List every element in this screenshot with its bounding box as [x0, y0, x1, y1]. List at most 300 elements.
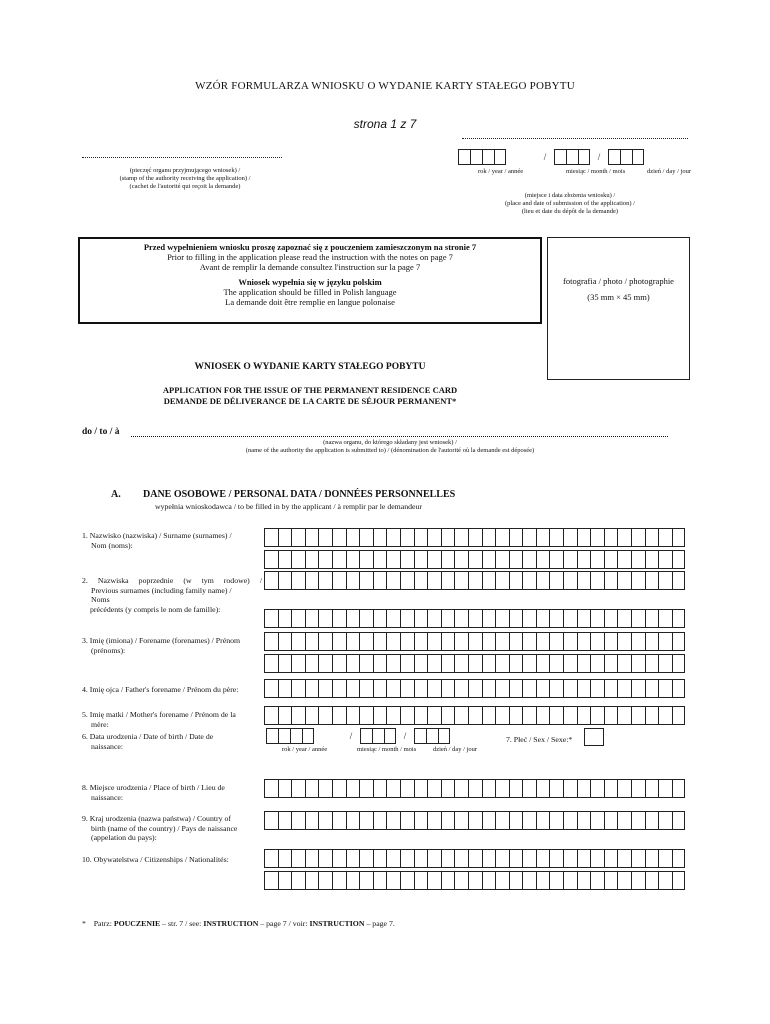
char-box[interactable]	[414, 571, 428, 590]
country-of-birth-row[interactable]	[264, 811, 685, 830]
char-box[interactable]	[373, 571, 387, 590]
char-box[interactable]	[563, 779, 577, 798]
char-box[interactable]	[373, 654, 387, 673]
char-box[interactable]	[577, 811, 591, 830]
char-box[interactable]	[658, 849, 672, 868]
char-box[interactable]	[373, 679, 387, 698]
char-box[interactable]	[658, 571, 672, 590]
char-box[interactable]	[386, 550, 400, 569]
char-box[interactable]	[414, 811, 428, 830]
char-box[interactable]	[522, 779, 536, 798]
char-box[interactable]	[672, 528, 686, 547]
char-box[interactable]	[577, 849, 591, 868]
char-box[interactable]	[482, 811, 496, 830]
char-box[interactable]	[645, 550, 659, 569]
char-box[interactable]	[645, 609, 659, 628]
char-box[interactable]	[549, 609, 563, 628]
char-box[interactable]	[346, 811, 360, 830]
char-box[interactable]	[414, 706, 428, 725]
birth-year-box[interactable]	[302, 728, 314, 744]
forename-row-1[interactable]	[264, 632, 685, 651]
char-box[interactable]	[414, 632, 428, 651]
char-box[interactable]	[400, 706, 414, 725]
char-box[interactable]	[291, 871, 305, 890]
char-box[interactable]	[305, 871, 319, 890]
char-box[interactable]	[482, 871, 496, 890]
char-box[interactable]	[454, 871, 468, 890]
birth-month-box[interactable]	[384, 728, 396, 744]
char-box[interactable]	[278, 654, 292, 673]
char-box[interactable]	[305, 609, 319, 628]
char-box[interactable]	[536, 779, 550, 798]
char-box[interactable]	[386, 609, 400, 628]
char-box[interactable]	[305, 849, 319, 868]
char-box[interactable]	[645, 632, 659, 651]
char-box[interactable]	[373, 632, 387, 651]
char-box[interactable]	[658, 706, 672, 725]
char-box[interactable]	[590, 679, 604, 698]
place-of-birth-row[interactable]	[264, 779, 685, 798]
char-box[interactable]	[454, 632, 468, 651]
char-box[interactable]	[617, 706, 631, 725]
char-box[interactable]	[427, 871, 441, 890]
char-box[interactable]	[332, 528, 346, 547]
char-box[interactable]	[617, 849, 631, 868]
char-box[interactable]	[441, 706, 455, 725]
month-box[interactable]	[554, 149, 566, 165]
char-box[interactable]	[645, 571, 659, 590]
char-box[interactable]	[346, 779, 360, 798]
char-box[interactable]	[332, 550, 346, 569]
char-box[interactable]	[441, 632, 455, 651]
char-box[interactable]	[454, 528, 468, 547]
char-box[interactable]	[590, 632, 604, 651]
char-box[interactable]	[400, 550, 414, 569]
char-box[interactable]	[400, 571, 414, 590]
char-box[interactable]	[291, 679, 305, 698]
mother-forename-row[interactable]	[264, 706, 685, 725]
char-box[interactable]	[577, 632, 591, 651]
char-box[interactable]	[305, 571, 319, 590]
char-box[interactable]	[631, 679, 645, 698]
char-box[interactable]	[386, 779, 400, 798]
char-box[interactable]	[536, 632, 550, 651]
char-box[interactable]	[318, 849, 332, 868]
char-box[interactable]	[441, 811, 455, 830]
char-box[interactable]	[318, 654, 332, 673]
char-box[interactable]	[495, 871, 509, 890]
char-box[interactable]	[468, 528, 482, 547]
char-box[interactable]	[563, 679, 577, 698]
char-box[interactable]	[373, 811, 387, 830]
char-box[interactable]	[373, 550, 387, 569]
char-box[interactable]	[359, 679, 373, 698]
char-box[interactable]	[522, 679, 536, 698]
char-box[interactable]	[549, 550, 563, 569]
char-box[interactable]	[509, 706, 523, 725]
char-box[interactable]	[441, 550, 455, 569]
char-box[interactable]	[604, 679, 618, 698]
char-box[interactable]	[645, 654, 659, 673]
char-box[interactable]	[645, 706, 659, 725]
char-box[interactable]	[604, 654, 618, 673]
birth-year-box[interactable]	[266, 728, 278, 744]
char-box[interactable]	[373, 609, 387, 628]
char-box[interactable]	[346, 679, 360, 698]
year-box[interactable]	[494, 149, 506, 165]
char-box[interactable]	[590, 779, 604, 798]
char-box[interactable]	[278, 571, 292, 590]
char-box[interactable]	[332, 609, 346, 628]
char-box[interactable]	[427, 632, 441, 651]
char-box[interactable]	[264, 571, 278, 590]
char-box[interactable]	[604, 609, 618, 628]
char-box[interactable]	[305, 779, 319, 798]
char-box[interactable]	[631, 779, 645, 798]
char-box[interactable]	[359, 811, 373, 830]
char-box[interactable]	[536, 571, 550, 590]
char-box[interactable]	[617, 571, 631, 590]
char-box[interactable]	[441, 849, 455, 868]
char-box[interactable]	[468, 550, 482, 569]
char-box[interactable]	[509, 849, 523, 868]
char-box[interactable]	[495, 550, 509, 569]
char-box[interactable]	[318, 679, 332, 698]
char-box[interactable]	[658, 679, 672, 698]
char-box[interactable]	[278, 550, 292, 569]
char-box[interactable]	[549, 654, 563, 673]
char-box[interactable]	[645, 779, 659, 798]
char-box[interactable]	[495, 528, 509, 547]
char-box[interactable]	[549, 706, 563, 725]
citizenships-row-1[interactable]	[264, 849, 685, 868]
char-box[interactable]	[454, 706, 468, 725]
char-box[interactable]	[454, 550, 468, 569]
char-box[interactable]	[305, 811, 319, 830]
char-box[interactable]	[386, 706, 400, 725]
char-box[interactable]	[509, 528, 523, 547]
char-box[interactable]	[631, 550, 645, 569]
char-box[interactable]	[359, 571, 373, 590]
char-box[interactable]	[509, 779, 523, 798]
char-box[interactable]	[386, 811, 400, 830]
char-box[interactable]	[672, 811, 686, 830]
char-box[interactable]	[373, 706, 387, 725]
char-box[interactable]	[468, 706, 482, 725]
char-box[interactable]	[264, 679, 278, 698]
char-box[interactable]	[264, 849, 278, 868]
char-box[interactable]	[604, 811, 618, 830]
birth-month-box[interactable]	[360, 728, 372, 744]
char-box[interactable]	[617, 654, 631, 673]
char-box[interactable]	[414, 550, 428, 569]
char-box[interactable]	[536, 871, 550, 890]
char-box[interactable]	[631, 871, 645, 890]
char-box[interactable]	[278, 811, 292, 830]
char-box[interactable]	[454, 679, 468, 698]
char-box[interactable]	[645, 811, 659, 830]
char-box[interactable]	[482, 779, 496, 798]
day-box[interactable]	[620, 149, 632, 165]
char-box[interactable]	[617, 779, 631, 798]
previous-surnames-row-2[interactable]	[264, 609, 685, 628]
surname-row-2[interactable]	[264, 550, 685, 569]
char-box[interactable]	[332, 571, 346, 590]
char-box[interactable]	[373, 849, 387, 868]
char-box[interactable]	[577, 528, 591, 547]
char-box[interactable]	[522, 571, 536, 590]
char-box[interactable]	[441, 571, 455, 590]
birth-month-box[interactable]	[372, 728, 384, 744]
char-box[interactable]	[318, 528, 332, 547]
char-box[interactable]	[658, 609, 672, 628]
char-box[interactable]	[468, 849, 482, 868]
char-box[interactable]	[563, 654, 577, 673]
char-box[interactable]	[332, 871, 346, 890]
char-box[interactable]	[264, 779, 278, 798]
previous-surnames-row-1[interactable]	[264, 571, 685, 590]
char-box[interactable]	[509, 632, 523, 651]
char-box[interactable]	[346, 550, 360, 569]
char-box[interactable]	[386, 528, 400, 547]
char-box[interactable]	[672, 871, 686, 890]
char-box[interactable]	[414, 679, 428, 698]
char-box[interactable]	[454, 571, 468, 590]
char-box[interactable]	[427, 571, 441, 590]
char-box[interactable]	[400, 811, 414, 830]
char-box[interactable]	[291, 849, 305, 868]
char-box[interactable]	[400, 871, 414, 890]
char-box[interactable]	[482, 849, 496, 868]
char-box[interactable]	[563, 706, 577, 725]
char-box[interactable]	[305, 550, 319, 569]
authority-name-field[interactable]	[131, 436, 668, 437]
char-box[interactable]	[631, 706, 645, 725]
char-box[interactable]	[590, 609, 604, 628]
char-box[interactable]	[645, 679, 659, 698]
char-box[interactable]	[631, 528, 645, 547]
char-box[interactable]	[400, 679, 414, 698]
char-box[interactable]	[468, 609, 482, 628]
char-box[interactable]	[291, 632, 305, 651]
char-box[interactable]	[672, 550, 686, 569]
char-box[interactable]	[549, 811, 563, 830]
char-box[interactable]	[495, 849, 509, 868]
birth-day-box[interactable]	[414, 728, 426, 744]
char-box[interactable]	[346, 654, 360, 673]
char-box[interactable]	[264, 871, 278, 890]
char-box[interactable]	[346, 632, 360, 651]
char-box[interactable]	[386, 871, 400, 890]
char-box[interactable]	[482, 528, 496, 547]
birth-year-box[interactable]	[290, 728, 302, 744]
char-box[interactable]	[563, 849, 577, 868]
char-box[interactable]	[332, 654, 346, 673]
char-box[interactable]	[617, 871, 631, 890]
char-box[interactable]	[563, 550, 577, 569]
year-box[interactable]	[458, 149, 470, 165]
char-box[interactable]	[454, 609, 468, 628]
char-box[interactable]	[590, 550, 604, 569]
char-box[interactable]	[590, 811, 604, 830]
char-box[interactable]	[291, 811, 305, 830]
char-box[interactable]	[427, 550, 441, 569]
char-box[interactable]	[400, 609, 414, 628]
char-box[interactable]	[278, 779, 292, 798]
char-box[interactable]	[577, 871, 591, 890]
submission-date-grid[interactable]	[458, 149, 644, 165]
char-box[interactable]	[359, 550, 373, 569]
father-forename-row[interactable]	[264, 679, 685, 698]
char-box[interactable]	[454, 779, 468, 798]
char-box[interactable]	[359, 654, 373, 673]
char-box[interactable]	[305, 679, 319, 698]
char-box[interactable]	[509, 811, 523, 830]
char-box[interactable]	[386, 571, 400, 590]
char-box[interactable]	[536, 609, 550, 628]
char-box[interactable]	[617, 632, 631, 651]
char-box[interactable]	[522, 632, 536, 651]
char-box[interactable]	[291, 706, 305, 725]
char-box[interactable]	[549, 849, 563, 868]
char-box[interactable]	[672, 706, 686, 725]
char-box[interactable]	[264, 706, 278, 725]
char-box[interactable]	[604, 550, 618, 569]
forename-row-2[interactable]	[264, 654, 685, 673]
day-box[interactable]	[608, 149, 620, 165]
char-box[interactable]	[318, 779, 332, 798]
char-box[interactable]	[522, 849, 536, 868]
char-box[interactable]	[441, 654, 455, 673]
char-box[interactable]	[617, 609, 631, 628]
char-box[interactable]	[427, 849, 441, 868]
char-box[interactable]	[509, 550, 523, 569]
char-box[interactable]	[617, 550, 631, 569]
char-box[interactable]	[441, 528, 455, 547]
char-box[interactable]	[482, 550, 496, 569]
char-box[interactable]	[563, 871, 577, 890]
char-box[interactable]	[264, 632, 278, 651]
char-box[interactable]	[604, 849, 618, 868]
char-box[interactable]	[359, 528, 373, 547]
char-box[interactable]	[441, 871, 455, 890]
char-box[interactable]	[318, 811, 332, 830]
char-box[interactable]	[427, 528, 441, 547]
char-box[interactable]	[536, 706, 550, 725]
birth-day-box[interactable]	[426, 728, 438, 744]
char-box[interactable]	[264, 528, 278, 547]
char-box[interactable]	[536, 679, 550, 698]
char-box[interactable]	[590, 849, 604, 868]
char-box[interactable]	[604, 632, 618, 651]
char-box[interactable]	[549, 632, 563, 651]
day-box[interactable]	[632, 149, 644, 165]
char-box[interactable]	[631, 654, 645, 673]
char-box[interactable]	[495, 811, 509, 830]
char-box[interactable]	[305, 706, 319, 725]
year-box[interactable]	[470, 149, 482, 165]
char-box[interactable]	[318, 632, 332, 651]
char-box[interactable]	[386, 679, 400, 698]
char-box[interactable]	[658, 779, 672, 798]
char-box[interactable]	[400, 632, 414, 651]
char-box[interactable]	[468, 571, 482, 590]
char-box[interactable]	[563, 632, 577, 651]
char-box[interactable]	[305, 528, 319, 547]
char-box[interactable]	[386, 654, 400, 673]
char-box[interactable]	[278, 609, 292, 628]
char-box[interactable]	[427, 679, 441, 698]
char-box[interactable]	[631, 609, 645, 628]
char-box[interactable]	[482, 706, 496, 725]
char-box[interactable]	[495, 679, 509, 698]
char-box[interactable]	[332, 706, 346, 725]
char-box[interactable]	[278, 632, 292, 651]
char-box[interactable]	[278, 849, 292, 868]
char-box[interactable]	[400, 528, 414, 547]
char-box[interactable]	[468, 871, 482, 890]
char-box[interactable]	[672, 679, 686, 698]
char-box[interactable]	[346, 706, 360, 725]
char-box[interactable]	[631, 632, 645, 651]
char-box[interactable]	[672, 779, 686, 798]
char-box[interactable]	[427, 609, 441, 628]
char-box[interactable]	[414, 871, 428, 890]
char-box[interactable]	[414, 654, 428, 673]
char-box[interactable]	[536, 654, 550, 673]
char-box[interactable]	[549, 779, 563, 798]
char-box[interactable]	[441, 609, 455, 628]
char-box[interactable]	[468, 632, 482, 651]
char-box[interactable]	[645, 528, 659, 547]
char-box[interactable]	[278, 679, 292, 698]
char-box[interactable]	[264, 811, 278, 830]
char-box[interactable]	[346, 871, 360, 890]
char-box[interactable]	[631, 849, 645, 868]
char-box[interactable]	[427, 654, 441, 673]
char-box[interactable]	[414, 779, 428, 798]
char-box[interactable]	[264, 550, 278, 569]
char-box[interactable]	[549, 679, 563, 698]
char-box[interactable]	[332, 849, 346, 868]
char-box[interactable]	[604, 871, 618, 890]
char-box[interactable]	[482, 609, 496, 628]
char-box[interactable]	[590, 871, 604, 890]
char-box[interactable]	[509, 571, 523, 590]
char-box[interactable]	[522, 528, 536, 547]
year-box[interactable]	[482, 149, 494, 165]
char-box[interactable]	[264, 654, 278, 673]
char-box[interactable]	[454, 654, 468, 673]
char-box[interactable]	[604, 528, 618, 547]
char-box[interactable]	[346, 609, 360, 628]
char-box[interactable]	[373, 871, 387, 890]
surname-row-1[interactable]	[264, 528, 685, 547]
char-box[interactable]	[549, 528, 563, 547]
char-box[interactable]	[563, 811, 577, 830]
char-box[interactable]	[332, 779, 346, 798]
char-box[interactable]	[590, 654, 604, 673]
char-box[interactable]	[373, 528, 387, 547]
char-box[interactable]	[305, 654, 319, 673]
char-box[interactable]	[577, 654, 591, 673]
char-box[interactable]	[291, 609, 305, 628]
char-box[interactable]	[400, 849, 414, 868]
char-box[interactable]	[482, 571, 496, 590]
char-box[interactable]	[563, 609, 577, 628]
char-box[interactable]	[509, 654, 523, 673]
char-box[interactable]	[522, 871, 536, 890]
